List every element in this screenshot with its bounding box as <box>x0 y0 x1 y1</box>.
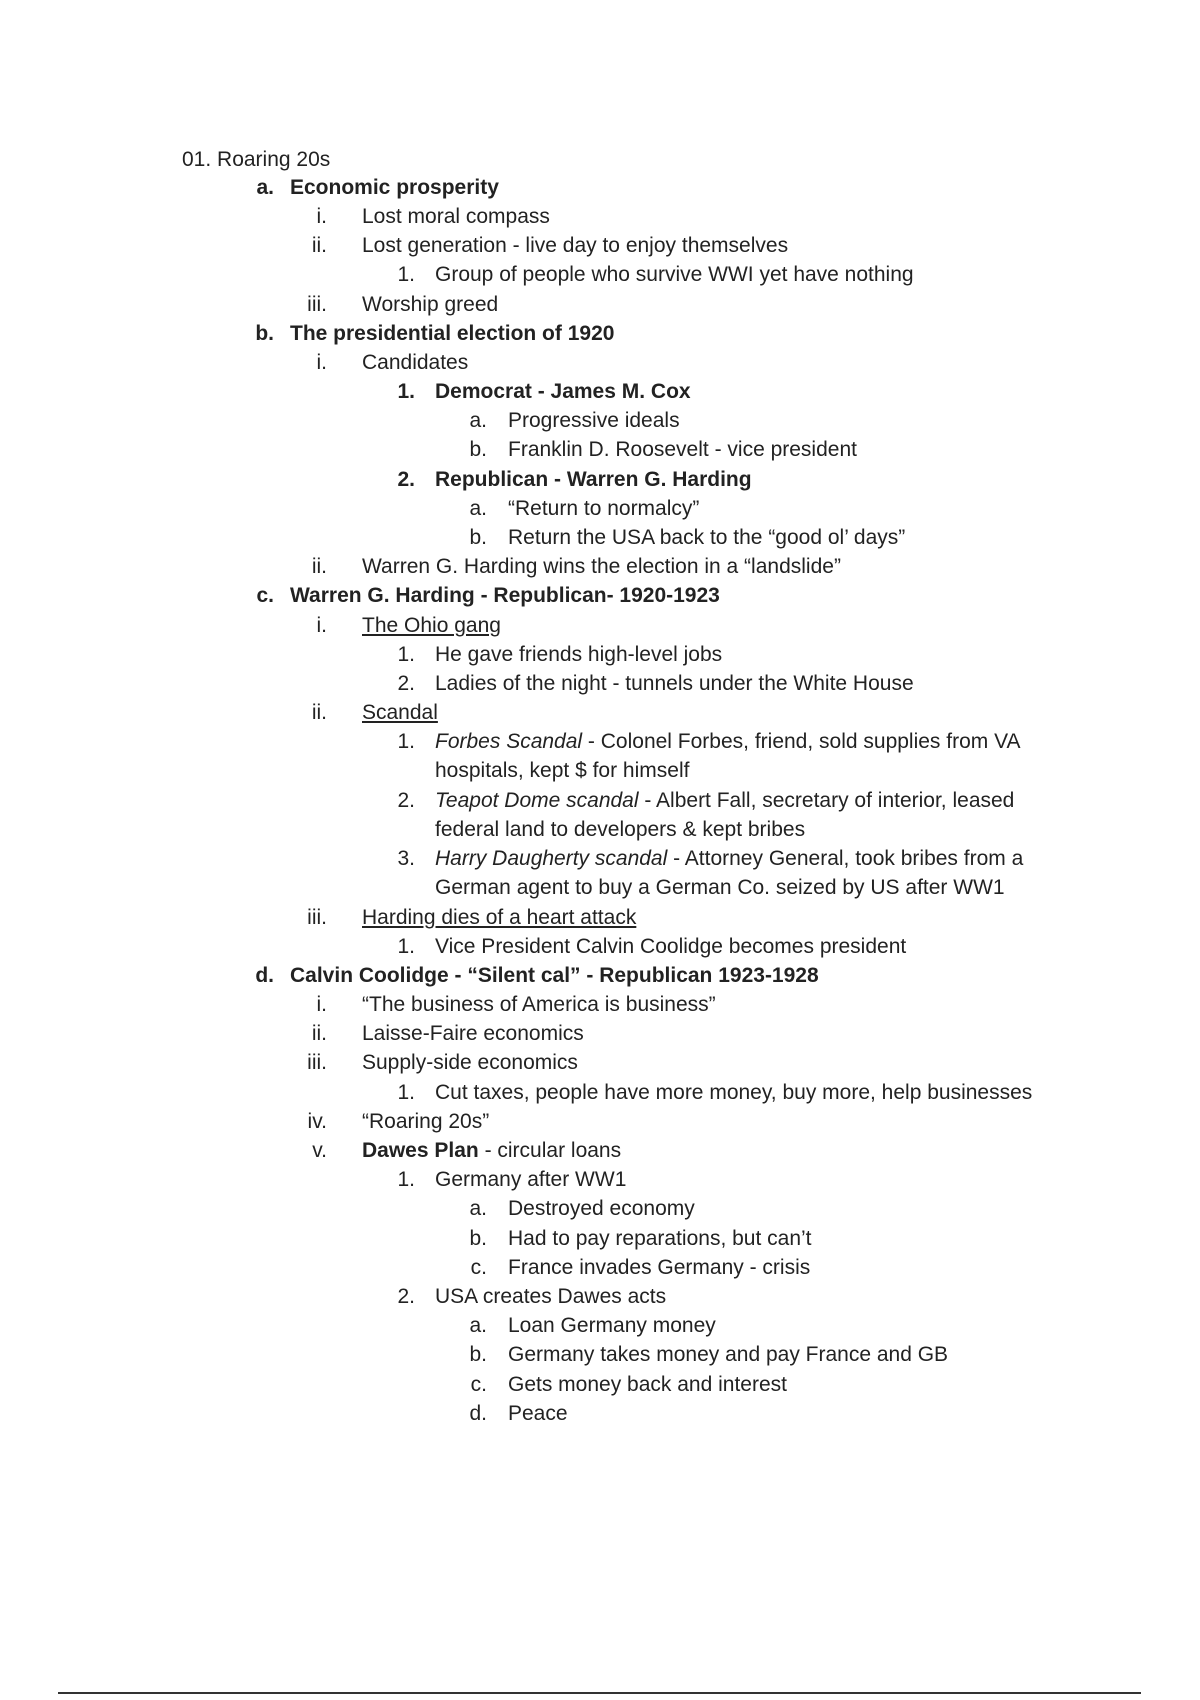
item-text: Candidates <box>362 351 469 374</box>
item-text: Had to pay reparations, but can’t <box>508 1227 812 1250</box>
item-text: Scandal <box>362 701 438 724</box>
section-heading: The presidential election of 1920 <box>290 322 615 345</box>
scandal-name: Teapot Dome scandal <box>435 789 639 812</box>
item-text <box>435 844 1023 873</box>
item-marker: b. <box>469 1343 487 1366</box>
item-marker: d. <box>255 964 274 987</box>
item-marker: 2. <box>397 789 415 812</box>
item-text: Return the USA back to the “good ol’ days” <box>508 526 906 549</box>
item-marker: ii. <box>311 1022 327 1045</box>
item-text: Group of people who survive WWI yet have nothing <box>435 263 914 286</box>
item-text: Supply-side economics <box>362 1051 578 1074</box>
item-text: hospitals, kept $ for himself <box>435 759 690 782</box>
item-marker: a. <box>469 497 487 520</box>
item-text <box>362 1136 621 1165</box>
item-text: Worship greed <box>362 293 499 316</box>
scandal-name: Forbes Scandal <box>435 730 583 753</box>
item-marker: ii. <box>311 701 327 724</box>
item-marker: d. <box>469 1402 487 1425</box>
item-marker: a. <box>469 1314 487 1337</box>
item-marker: i. <box>316 205 327 228</box>
item-text: Germany after WW1 <box>435 1168 627 1191</box>
scandal-name: Harry Daugherty scandal <box>435 847 668 870</box>
candidate-heading: Republican - Warren G. Harding <box>435 468 752 491</box>
item-text: Germany takes money and pay France and GB <box>508 1343 949 1366</box>
item-marker: ii. <box>311 234 327 257</box>
item-marker: b. <box>469 438 487 461</box>
item-text: Destroyed economy <box>508 1197 695 1220</box>
item-marker: b. <box>469 526 487 549</box>
item-marker: 3. <box>397 847 415 870</box>
item-text: Warren G. Harding wins the election in a “landslide” <box>362 555 841 578</box>
item-text: German agent to buy a German Co. seized by US after WW1 <box>435 876 1005 899</box>
item-text: Progressive ideals <box>508 409 680 432</box>
item-text: “Return to normalcy” <box>508 497 700 520</box>
item-marker: iv. <box>307 1110 327 1133</box>
item-text: France invades Germany - crisis <box>508 1256 811 1279</box>
item-text <box>435 727 1021 756</box>
item-text: Gets money back and interest <box>508 1373 787 1396</box>
item-marker: c. <box>470 1256 487 1279</box>
item-text: The Ohio gang <box>362 614 501 637</box>
item-marker: a. <box>469 409 487 432</box>
item-text: Loan Germany money <box>508 1314 716 1337</box>
item-marker: 1. <box>397 380 415 403</box>
section-heading: Warren G. Harding - Republican- 1920-1923 <box>290 584 720 607</box>
item-marker: iii. <box>307 1051 327 1074</box>
item-text: “The business of America is business” <box>362 993 716 1016</box>
scandal-description: - Colonel Forbes, friend, sold supplies from VA <box>582 730 1021 753</box>
item-text: Lost generation - live day to enjoy themselves <box>362 234 789 257</box>
item-marker: 1. <box>397 1168 415 1191</box>
section-heading: Economic prosperity <box>290 176 499 199</box>
item-text: He gave friends high-level jobs <box>435 643 723 666</box>
item-text: Cut taxes, people have more money, buy more, help businesses <box>435 1081 1033 1104</box>
item-marker: i. <box>316 614 327 637</box>
item-marker: 1. <box>397 730 415 753</box>
item-marker: v. <box>312 1139 327 1162</box>
item-text: Ladies of the night - tunnels under the White House <box>435 672 914 695</box>
item-marker: 1. <box>397 263 415 286</box>
item-text: Peace <box>508 1402 568 1425</box>
section-heading: Calvin Coolidge - “Silent cal” - Republican 1923-1928 <box>290 964 819 987</box>
item-marker: 1. <box>397 935 415 958</box>
item-text: Lost moral compass <box>362 205 550 228</box>
item-marker: a. <box>469 1197 487 1220</box>
item-marker: 1. <box>397 643 415 666</box>
item-text: Laisse-Faire economics <box>362 1022 584 1045</box>
item-marker: b. <box>469 1227 487 1250</box>
item-marker: i. <box>316 993 327 1016</box>
dawes-plan-description: - circular loans <box>478 1139 622 1162</box>
item-marker: 2. <box>397 468 415 491</box>
dawes-plan-label: Dawes Plan <box>362 1139 479 1162</box>
item-text: Harding dies of a heart attack <box>362 906 637 929</box>
item-text: federal land to developers & kept bribes <box>435 818 806 841</box>
item-marker: a. <box>256 176 274 199</box>
item-marker: c. <box>470 1373 487 1396</box>
item-text: Franklin D. Roosevelt - vice president <box>508 438 857 461</box>
item-marker: 2. <box>397 1285 415 1308</box>
item-marker: b. <box>255 322 274 345</box>
item-marker: iii. <box>307 906 327 929</box>
item-marker: i. <box>316 351 327 374</box>
item-text: USA creates Dawes acts <box>435 1285 667 1308</box>
scandal-description: - Attorney General, took bribes from a <box>667 847 1024 870</box>
footer-divider <box>58 1692 1141 1694</box>
item-marker: 1. <box>397 1081 415 1104</box>
item-marker: 2. <box>397 672 415 695</box>
item-marker: ii. <box>311 555 327 578</box>
candidate-heading: Democrat - James M. Cox <box>435 380 691 403</box>
item-text: “Roaring 20s” <box>362 1110 490 1133</box>
item-marker: iii. <box>307 293 327 316</box>
item-text: Vice President Calvin Coolidge becomes president <box>435 935 907 958</box>
item-marker: c. <box>256 584 274 607</box>
scandal-description: - Albert Fall, secretary of interior, leased <box>638 789 1015 812</box>
document-title: 01. Roaring 20s <box>182 148 331 171</box>
item-text <box>435 786 1014 815</box>
